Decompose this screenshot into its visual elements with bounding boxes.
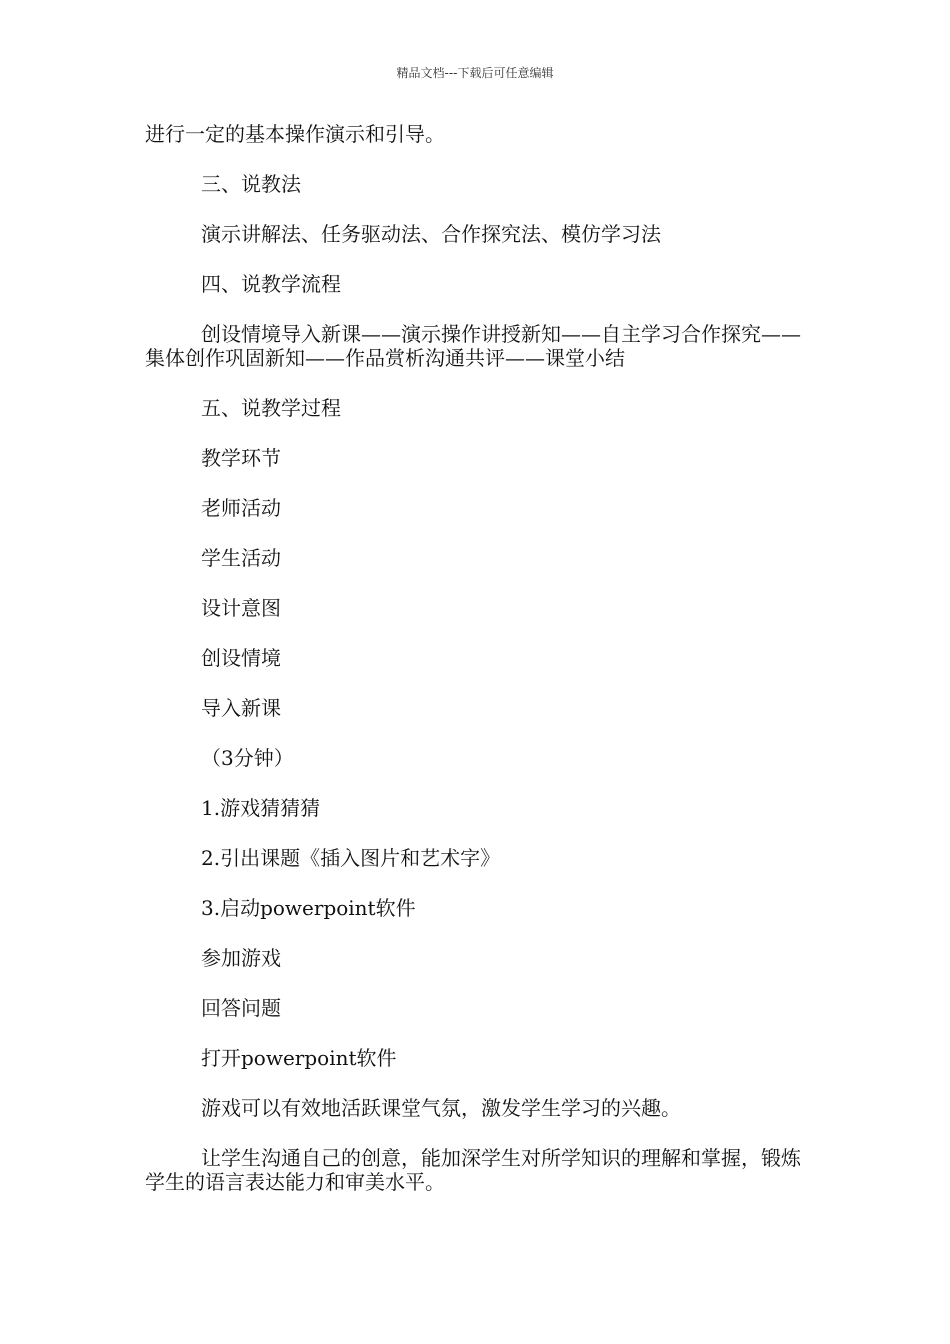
paragraph: 参加游戏: [201, 946, 281, 970]
paragraph: 创设情境: [201, 646, 281, 670]
paragraph: 游戏可以有效地活跃课堂气氛，激发学生学习的兴趣。: [201, 1096, 681, 1120]
paragraph: 进行一定的基本操作演示和引导。: [145, 122, 445, 146]
paragraph: 创设情境导入新课——演示操作讲授新知——自主学习合作探究——集体创作巩固新知——作品赏析沟通共评——课堂小结: [145, 322, 801, 370]
document-body: [145, 122, 810, 1220]
paragraph: 打开powerpoint软件: [201, 1046, 397, 1070]
page-header: 精品文档---下载后可任意编辑: [396, 66, 554, 80]
paragraph: （3分钟）: [201, 746, 294, 770]
paragraph: 导入新课: [201, 696, 281, 720]
paragraph: 3.启动powerpoint软件: [201, 896, 416, 920]
paragraph: 演示讲解法、任务驱动法、合作探究法、模仿学习法: [201, 222, 661, 246]
paragraph: 1.游戏猜猜猜: [201, 796, 321, 820]
section-heading-teaching-methods: 三、说教法: [201, 172, 301, 196]
section-heading-teaching-process: 五、说教学过程: [201, 396, 341, 420]
section-heading-teaching-flow: 四、说教学流程: [201, 272, 341, 296]
paragraph: 设计意图: [201, 596, 281, 620]
paragraph: 2.引出课题《插入图片和艺术字》: [201, 846, 501, 870]
paragraph: 学生活动: [201, 546, 281, 570]
paragraph: 老师活动: [201, 496, 281, 520]
paragraph: 让学生沟通自己的创意，能加深学生对所学知识的理解和掌握，锻炼学生的语言表达能力和审美水平。: [145, 1146, 801, 1194]
paragraph: 回答问题: [201, 996, 281, 1020]
paragraph: 教学环节: [201, 446, 281, 470]
